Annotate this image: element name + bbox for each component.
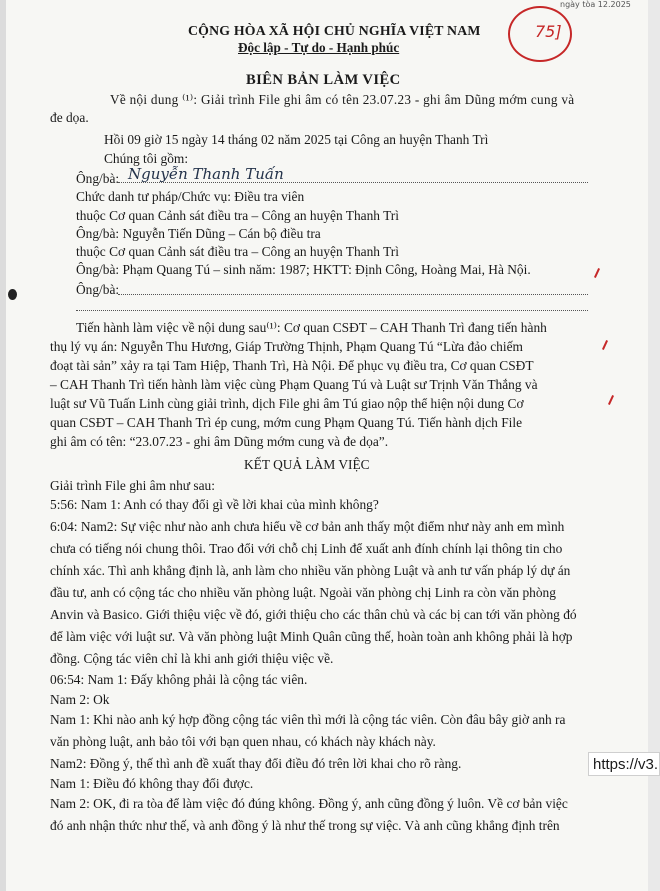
transcript-line: 5:56: Nam 1: Anh có thay đổi gì về lời khai của mình không? [50, 497, 379, 512]
url-tooltip[interactable] [588, 752, 660, 776]
person-1-title: Chức danh tư pháp/Chức vụ: Điều tra viên [76, 189, 305, 204]
red-pen-mark [602, 340, 608, 350]
person-1-label: Ông/bà: [76, 171, 120, 186]
person-2-unit: thuộc Cơ quan Cảnh sát điều tra – Công an huyện Thanh Trì [76, 244, 399, 259]
content-line-1: Về nội dung ⁽¹⁾: Giải trình File ghi âm có tên 23.07.23 - ghi âm Dũng mớm cung và [110, 92, 575, 107]
transcript-line: Anvin và Basico. Giới thiệu việc về đó, giới thiệu cho các thân chủ và các bị can tới văn phòng đó [50, 607, 577, 622]
person-1-unit: thuộc Cơ quan Cảnh sát điều tra – Công an huyện Thanh Trì [76, 208, 399, 223]
result-heading: KẾT QUẢ LÀM VIỆC [244, 457, 370, 472]
dotted-line [76, 310, 588, 311]
document-title: BIÊN BẢN LÀM VIỆC [246, 72, 401, 88]
transcript-line: 6:04: Nam2: Sự việc như nào anh chưa hiểu về cơ bản anh thấy một điểm như này anh em mình [50, 519, 565, 534]
transcript-line: Nam 1: Điều đó không thay đổi được. [50, 776, 254, 791]
content-line-2: đe dọa. [50, 110, 89, 125]
red-pen-mark [594, 268, 600, 278]
time-place: Hồi 09 giờ 15 ngày 14 tháng 02 năm 2025 tại Công an huyện Thanh Trì [104, 132, 489, 147]
url-tooltip-text: https://v3. [593, 756, 659, 773]
transcript-line: Nam 2: OK, đi ra tòa để làm việc đó đúng không. Đồng ý, anh cũng đồng ý luôn. Về cơ bản việc [50, 796, 568, 811]
transcript-line: 06:54: Nam 1: Đấy không phải là cộng tác viên. [50, 672, 308, 687]
body-line: luật sư Vũ Tuấn Linh cùng giải trình, dịch File ghi âm Tú giao nộp thể hiện nội dung Cơ [50, 396, 524, 411]
motto: Độc lập - Tự do - Hạnh phúc [238, 40, 400, 55]
body-line: Tiến hành làm việc về nội dung sau⁽¹⁾: Cơ quan CSĐT – CAH Thanh Trì đang tiến hành [76, 320, 547, 335]
transcript-line: để làm việc với luật sư. Và văn phòng luật Minh Quân cũng thế, hoàn toàn anh không phải là hợp [50, 629, 573, 644]
person-4-label: Ông/bà: [76, 282, 120, 297]
transcript-line: chưa có tiếng nói chung thôi. Trao đổi với chỗ chị Linh để xuất anh đính chính lại thông tin cho [50, 541, 563, 556]
we-include: Chúng tôi gồm: [104, 151, 189, 166]
body-line: đoạt tài sản” xảy ra tại Tam Hiệp, Thanh Trì, Hà Nội. Để phục vụ điều tra, Cơ quan CSĐT [50, 358, 534, 373]
transcript-line: đó anh nhận thức như thế, và anh đồng ý là như thế trong sự việc. Và anh cũng khẳng định trên [50, 818, 560, 833]
body-line: thụ lý vụ án: Nguyễn Thu Hương, Giáp Trường Thịnh, Phạm Quang Tú “Lừa đảo chiếm [50, 339, 523, 354]
national-title: CỘNG HÒA XÃ HỘI CHỦ NGHĨA VIỆT NAM [188, 23, 481, 38]
transcript-line: Nam2: Đồng ý, thế thì anh đề xuất thay đổi điều đó trên lời khai cho rõ ràng. [50, 756, 462, 771]
body-line: ghi âm có tên: “23.07.23 - ghi âm Dũng mớm cung và đe dọa”. [50, 434, 389, 449]
transcript-line: đầu tư, anh có cộng tác cho nhiều văn phòng luật. Ngoài văn phòng chị Linh ra còn văn phòng [50, 585, 556, 600]
person-2-name: Ông/bà: Nguyễn Tiến Dũng – Cán bộ điều tra [76, 226, 321, 241]
transcript-line: chính xác. Thì anh khẳng định là, anh làm cho nhiều văn phòng Luật và anh tư vấn pháp lý dự án [50, 563, 571, 578]
transcript-line: Nam 1: Khi nào anh ký hợp đồng cộng tác viên thì mới là cộng tác viên. Còn đâu bây giờ anh ra [50, 712, 566, 727]
transcript-line: Nam 2: Ok [50, 692, 110, 707]
person-1-signature: Nguyễn Thanh Tuấn [128, 165, 284, 183]
stamp-number: 75] [535, 22, 562, 41]
person-3-name: Ông/bà: Phạm Quang Tú – sinh năm: 1987; HKTT: Định Công, Hoàng Mai, Hà Nội. [76, 262, 531, 277]
dotted-line [118, 182, 588, 183]
transcript-line: đồng. Cộng tác viên chỉ là khi anh giới thiệu việc về. [50, 651, 334, 666]
dotted-line [118, 294, 588, 295]
transcript-line: Giải trình File ghi âm như sau: [50, 478, 215, 493]
body-line: – CAH Thanh Trì tiến hành làm việc cùng Phạm Quang Tú và Luật sư Trịnh Văn Thắng và [50, 377, 538, 392]
red-pen-mark [608, 395, 614, 405]
scan-edge [0, 0, 6, 891]
body-line: quan CSĐT – CAH Thanh Trì ép cung, mớm cung Phạm Quang Tú. Tiến hành dịch File [50, 415, 523, 430]
punch-hole-mark [8, 289, 17, 300]
corner-note: ngày tòa 12.2025 [560, 0, 631, 9]
transcript-line: văn phòng luật, anh bảo tôi với bạn quen nhau, có khách này khách này. [50, 734, 436, 749]
